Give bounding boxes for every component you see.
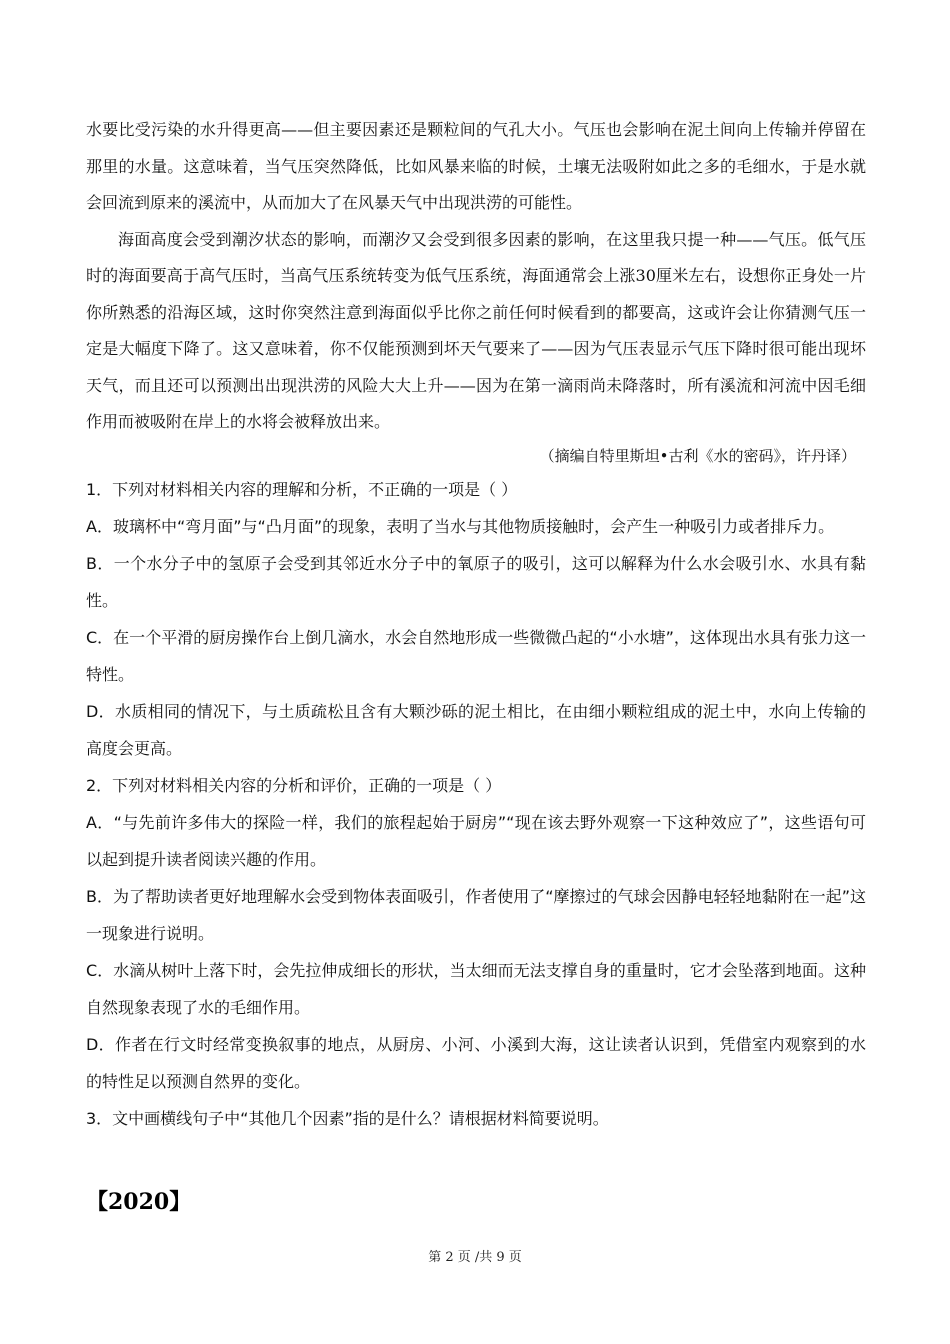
question-1-option-c: C．在一个平滑的厨房操作台上倒几滴水，水会自然地形成一些微微凸起的“小水塘”，这体现出水具有张力这一特性。 xyxy=(86,627,866,684)
question-2-option-c: C．水滴从树叶上落下时，会先拉伸成细长的形状，当太细而无法支撑自身的重量时，它才会坠落到地面。这种自然现象表现了水的毛细作用。 xyxy=(86,960,866,1017)
question-2-option-a: A．“与先前许多伟大的探险一样，我们的旅程起始于厨房”“现在该去野外观察一下这种效应了”，这些语句可以起到提升读者阅读兴趣的作用。 xyxy=(86,812,866,869)
page-content xyxy=(86,112,866,1137)
passage-paragraph-1: 水要比受污染的水升得更高——但主要因素还是颗粒间的气孔大小。气压也会影响在泥土间向上传输并停留在那里的水量。这意味着，当气压突然降低，比如风暴来临的时候，土壤无法吸附如此之多的毛细水，于是水就会回流到原来的溪流中，从而加大了在风暴天气中出现洪涝的可能性。 xyxy=(86,120,866,212)
question-1-stem: 1．下列对材料相关内容的理解和分析，不正确的一项是（ ） xyxy=(86,479,518,499)
section-year-heading: 【2020】 xyxy=(86,1189,192,1215)
passage-source: （摘编自特里斯坦•古利《水的密码》，许丹译） xyxy=(539,446,856,465)
question-1-option-a: A．玻璃杯中“弯月面”与“凸月面”的现象，表明了当水与其他物质接触时，会产生一种吸引力或者排斥力。 xyxy=(86,516,835,536)
question-2-option-b: B．为了帮助读者更好地理解水会受到物体表面吸引，作者使用了“摩擦过的气球会因静电轻轻地黏附在一起”这一现象进行说明。 xyxy=(86,886,866,943)
passage-paragraph-2: 海面高度会受到潮汐状态的影响，而潮汐又会受到很多因素的影响，在这里我只提一种——气压。低气压时的海面要高于高气压时，当高气压系统转变为低气压系统，海面通常会上涨30厘米左右，设想你正身处一片你所熟悉的沿海区域，这时你突然注意到海面似乎比你之前任何时候看到的都要高，这或许会让你猜测气压一定是大幅度下降了。这又意味着，你不仅能预测到坏天气要来了——因为气压表显示气压下降时很可能出现坏天气，而且还可以预测出出现洪涝的风险大大上升——因为在第一滴雨尚未降落时，所有溪流和河流中因毛细作用而被吸附在岸上的水将会被释放出来。 xyxy=(86,229,866,431)
question-1-option-d: D．水质相同的情况下，与土质疏松且含有大颗沙砾的泥土相比，在由细小颗粒组成的泥土中，水向上传输的高度会更高。 xyxy=(86,701,866,758)
page-footer: 第 2 页 /共 9 页 xyxy=(428,1250,522,1265)
question-2-option-d: D．作者在行文时经常变换叙事的地点，从厨房、小河、小溪到大海，这让读者认识到，凭借室内观察到的水的特性足以预测自然界的变化。 xyxy=(86,1034,866,1091)
question-1-option-b: B．一个水分子中的氢原子会受到其邻近水分子中的氧原子的吸引，这可以解释为什么水会吸引水、水具有黏性。 xyxy=(86,553,866,610)
question-3-stem: 3．文中画横线句子中“其他几个因素”指的是什么？请根据材料简要说明。 xyxy=(86,1108,609,1128)
question-2-stem: 2．下列对材料相关内容的分析和评价，正确的一项是（ ） xyxy=(86,775,502,795)
